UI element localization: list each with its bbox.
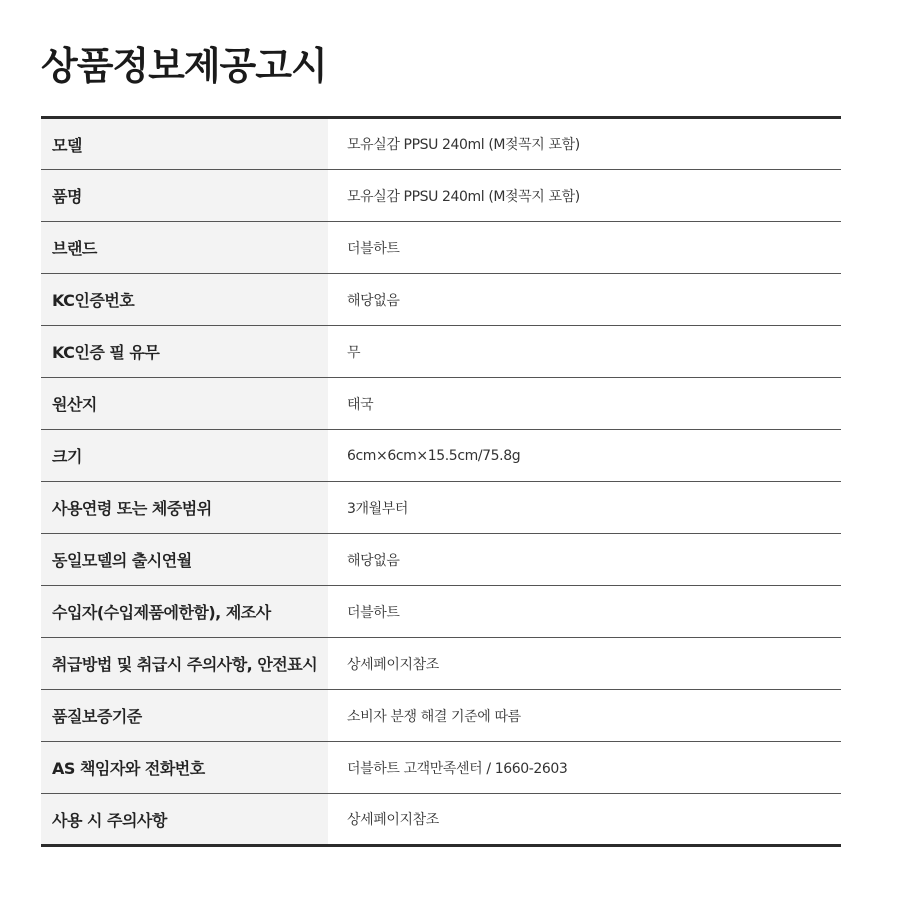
page-title: 상품정보제공고시 (41, 44, 327, 88)
row-label: 원산지 (41, 378, 328, 430)
table-row (41, 274, 841, 326)
table-row (41, 690, 841, 742)
row-label: AS 책임자와 전화번호 (41, 742, 328, 794)
row-value: 해당없음 (328, 274, 841, 326)
row-value: 상세페이지참조 (328, 638, 841, 690)
row-label: 사용연령 또는 체중범위 (41, 482, 328, 534)
row-value: 더블하트 (328, 222, 841, 274)
row-label: 품질보증기준 (41, 690, 328, 742)
table-row (41, 378, 841, 430)
row-value: 상세페이지참조 (347, 812, 439, 828)
table-row (41, 586, 841, 638)
row-value: 소비자 분쟁 해결 기준에 따름 (328, 690, 841, 742)
row-label: 사용 시 주의사항 (41, 794, 328, 846)
table-row (41, 118, 841, 170)
row-label: 취급방법 및 취급시 주의사항, 안전표시 (41, 638, 328, 690)
product-info-table (41, 116, 841, 847)
row-label: KC인증 필 유무 (41, 326, 328, 378)
table-row (41, 430, 841, 482)
row-label: 모델 (41, 118, 328, 170)
row-value: 무 (328, 326, 841, 378)
row-label: 수입자(수입제품에한함), 제조사 (41, 586, 328, 638)
table-row (41, 742, 841, 794)
table-row (41, 326, 841, 378)
table-row (41, 482, 841, 534)
row-value: 해당없음 (328, 534, 841, 586)
row-value: 태국 (328, 378, 841, 430)
row-label: 크기 (41, 430, 328, 482)
row-value: 모유실감 PPSU 240ml (M젖꼭지 포함) (328, 170, 841, 222)
row-value: 3개월부터 (328, 482, 841, 534)
row-value: 더블하트 고객만족센터 / 1660-2603 (328, 742, 841, 794)
table-row (41, 170, 841, 222)
row-label: 브랜드 (41, 222, 328, 274)
row-value: 더블하트 (328, 586, 841, 638)
row-label: KC인증번호 (41, 274, 328, 326)
table-row (41, 638, 841, 690)
row-value: 6cm×6cm×15.5cm/75.8g (328, 430, 841, 482)
table-row (41, 222, 841, 274)
row-value: 모유실감 PPSU 240ml (M젖꼭지 포함) (328, 118, 841, 170)
row-label: 품명 (41, 170, 328, 222)
table-row (41, 534, 841, 586)
table-row (41, 794, 841, 846)
row-label: 동일모델의 출시연월 (41, 534, 328, 586)
